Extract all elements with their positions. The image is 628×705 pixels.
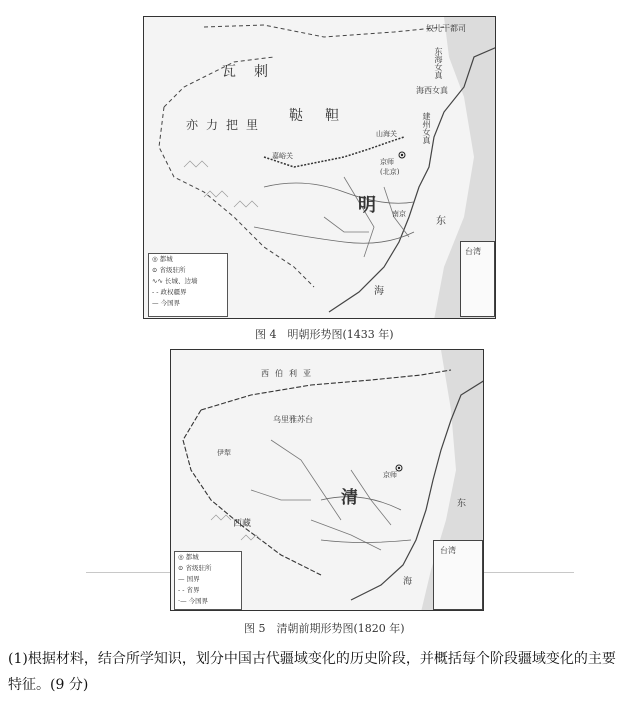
- legend2-modern-border: ·— 今国界: [178, 597, 209, 605]
- label-uliastai: 乌里雅苏台: [273, 415, 313, 424]
- label-ming: 明: [358, 195, 376, 216]
- label-qing: 清: [341, 488, 358, 508]
- map1-legend: [148, 253, 228, 317]
- label-jingshi-qing: 京师: [383, 471, 397, 479]
- label-east-2: 东: [457, 499, 467, 509]
- label-sea: 海: [374, 286, 384, 297]
- map2-inset: [433, 540, 483, 610]
- inset-taiwan-label: 台湾: [465, 247, 481, 256]
- inset2-taiwan-label: 台湾: [440, 546, 456, 555]
- label-haixi-nvzhen: 海西女真: [416, 86, 448, 95]
- label-donghai-nvzhen: 东海女真: [434, 47, 443, 79]
- label-siberia: 西伯利亚: [261, 369, 317, 378]
- legend-modern-border: — 今国界: [152, 299, 181, 307]
- legend2-national-border: — 国界: [178, 575, 200, 583]
- legend2-provincial-seat: ⊙ 省级驻所: [178, 564, 212, 572]
- label-jingshi: 京师: [380, 158, 394, 166]
- figure-4-caption: 图 4 明朝形势图(1433 年): [255, 328, 394, 341]
- ming-dynasty-map: [143, 16, 496, 319]
- label-nuergan: 奴儿干都司: [426, 24, 466, 33]
- label-yili: 伊犁: [217, 449, 231, 457]
- label-shanhaiguan: 山海关: [376, 130, 397, 138]
- label-tibet: 西藏: [233, 519, 252, 529]
- legend2-capital: ◎ 都城: [178, 553, 199, 561]
- legend2-provincial-border: - - 省界: [178, 586, 200, 594]
- label-jianzhou-nvzhen: 建州女真: [422, 112, 431, 144]
- label-wala: 瓦刺: [222, 64, 286, 80]
- qing-dynasty-map: [170, 349, 484, 611]
- legend-capital: ◎ 都城: [152, 255, 173, 263]
- legend-provincial-seat: ⊙ 省级驻所: [152, 266, 186, 274]
- label-dada: 鞑靼: [289, 108, 361, 124]
- label-beijing: (北京): [380, 168, 400, 176]
- divider-right: [484, 572, 574, 573]
- label-jiayuguan: 嘉峪关: [272, 152, 293, 160]
- legend-regime-border: - - 政权疆界: [152, 288, 187, 296]
- label-east: 东: [436, 216, 446, 227]
- label-nanjing: 南京: [392, 210, 406, 218]
- label-yilibali: 亦力把里: [186, 118, 267, 132]
- question-text: (1)根据材料，结合所学知识，划分中国古代疆域变化的历史阶段，并概括每个阶段疆域变化的主要特征。(9 分): [8, 651, 616, 693]
- legend-great-wall: ∿∿ 长城、边墙: [152, 277, 198, 285]
- map1-inset: [460, 241, 495, 317]
- divider-left: [86, 572, 170, 573]
- figure-5-caption: 图 5 清朝前期形势图(1820 年): [244, 622, 405, 635]
- label-sea-2: 海: [403, 577, 413, 587]
- map2-legend: [174, 551, 242, 610]
